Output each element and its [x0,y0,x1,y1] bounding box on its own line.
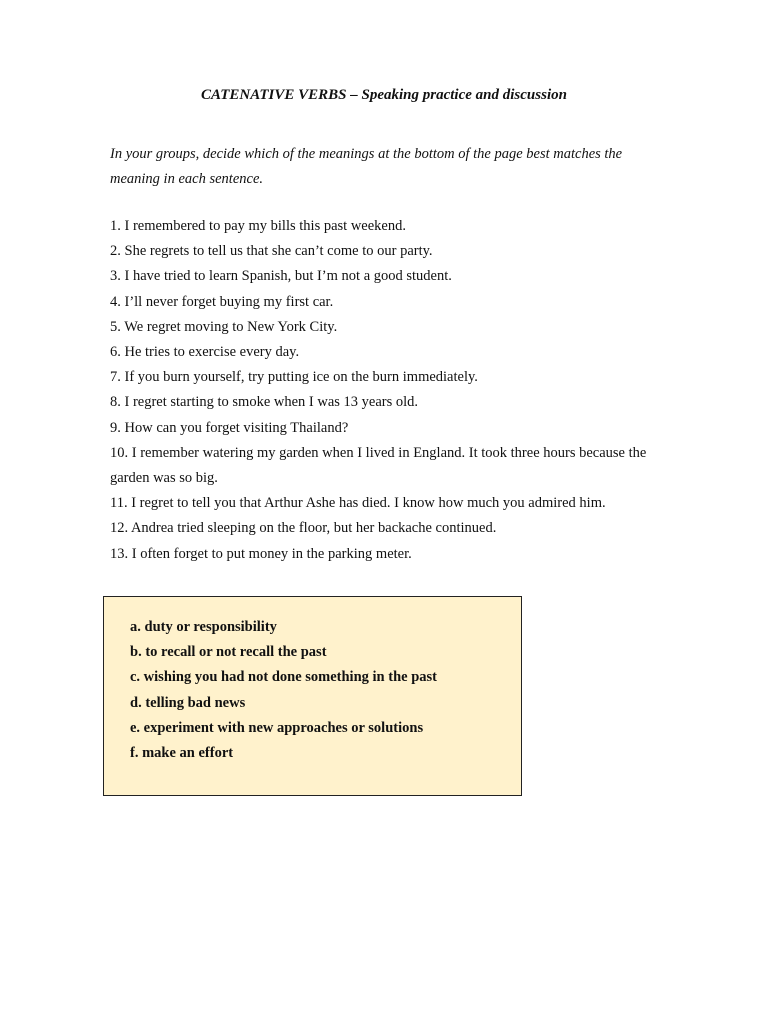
meaning-item: c. wishing you had not done something in the past [130,669,437,686]
sentence-item: 7. If you burn yourself, try putting ice on the burn immediately. [110,369,478,386]
meaning-item: a. duty or responsibility [130,619,277,635]
sentence-item: 9. How can you forget visiting Thailand? [110,419,349,436]
sentence-item: 4. I’ll never forget buying my first car. [110,293,334,310]
sentence-item: 13. I often forget to put money in the parking meter. [110,545,412,562]
worksheet-title: CATENATIVE VERBS – Speaking practice and discussion [201,87,567,103]
meaning-item: f. make an effort [130,745,234,762]
sentence-item: 3. I have tried to learn Spanish, but I’m not a good student. [110,268,452,285]
meaning-item: e. experiment with new approaches or solutions [130,719,424,736]
sentence-item: 10. I remember watering my garden when I lived in England. It took three hours because the garden was so big. [110,444,647,487]
sentence-item: 12. Andrea tried sleeping on the floor, but her backache continued. [110,520,497,537]
sentence-item: 2. She regrets to tell us that she can’t come to our party. [110,243,433,260]
sentence-item: 6. He tries to exercise every day. [110,344,300,361]
sentence-item: 11. I regret to tell you that Arthur Ashe has died. I know how much you admired him. [110,495,606,512]
meaning-item: b. to recall or not recall the past [130,644,327,661]
instructions-text: In your groups, decide which of the meanings at the bottom of the page best matches the meaning in each sentence. [110,146,623,187]
meanings-box [103,596,522,796]
sentence-item: 5. We regret moving to New York City. [110,318,338,335]
meanings-list [130,615,437,766]
meaning-item: d. telling bad news [130,694,246,711]
sentence-item: 8. I regret starting to smoke when I was 13 years old. [110,394,419,411]
sentence-item: 1. I remembered to pay my bills this past weekend. [110,218,406,234]
sentence-list [110,214,670,567]
